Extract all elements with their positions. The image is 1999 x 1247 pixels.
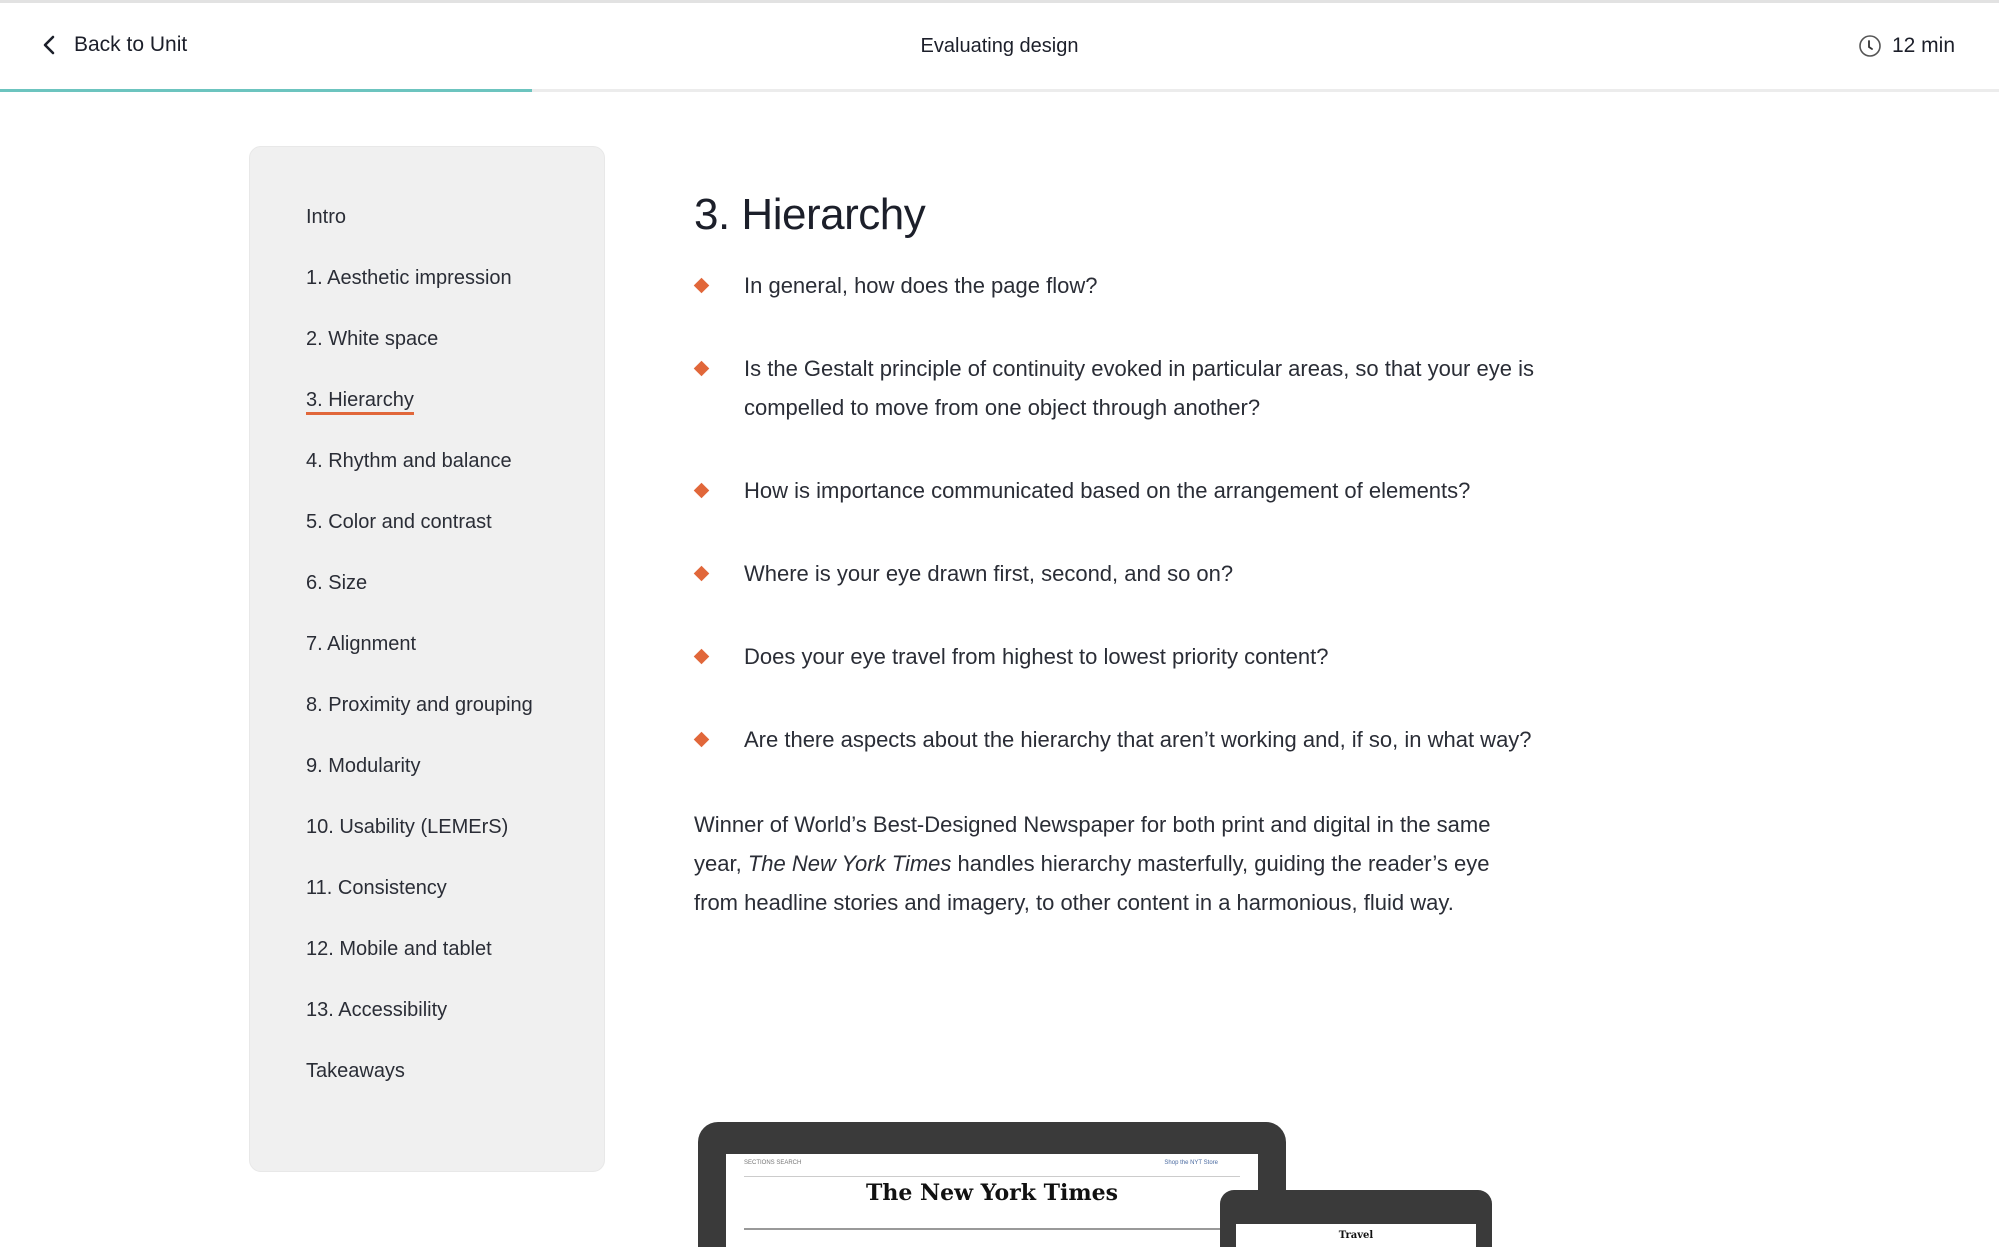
duration-text: 12 min	[1891, 34, 1955, 57]
nyt-device-mockup-image	[698, 1122, 1498, 1247]
question-text: In general, how does the page flow?	[744, 273, 1098, 298]
question-text: Are there aspects about the hierarchy that aren’t working and, if so, in what way?	[744, 727, 1532, 752]
clock-icon	[1858, 34, 1882, 58]
toc-item[interactable]	[306, 447, 546, 475]
toc-item-label: Takeaways	[306, 1060, 405, 1082]
question-text: Where is your eye drawn first, second, and so on?	[744, 561, 1234, 586]
table-of-contents	[249, 146, 605, 1172]
question-item	[694, 471, 1534, 510]
top-bar	[0, 0, 1999, 92]
toc-item[interactable]	[306, 996, 546, 1024]
duration-badge	[1858, 34, 1955, 58]
toc-item[interactable]	[306, 630, 546, 658]
diamond-bullet-icon	[694, 566, 710, 582]
toc-item[interactable]	[306, 691, 546, 719]
toc-item-label: 12. Mobile and tablet	[306, 938, 492, 960]
toc-item[interactable]	[306, 813, 546, 841]
progress-bar	[0, 89, 532, 92]
diamond-bullet-icon	[694, 483, 710, 499]
back-label: Back to Unit	[74, 33, 188, 56]
laptop-screen	[726, 1154, 1258, 1247]
section-heading: 3. Hierarchy	[694, 190, 926, 239]
diamond-bullet-icon	[694, 361, 710, 377]
toc-item-label: 10. Usability (LEMErS)	[306, 816, 509, 838]
toc-item-label: 1. Aesthetic impression	[306, 267, 512, 289]
tablet-section-title: Travel	[1338, 1230, 1374, 1241]
question-item	[694, 637, 1534, 676]
toc-item-label: 5. Color and contrast	[306, 511, 492, 533]
paragraph-text: Winner of World’s Best-Designed Newspaper for both print and digital in the same year,	[694, 812, 1491, 876]
toc-item-label: 8. Proximity and grouping	[306, 694, 533, 716]
toc-item-label: Intro	[306, 206, 347, 228]
tablet-frame	[1220, 1190, 1492, 1247]
question-text: How is importance communicated based on the arrangement of elements?	[744, 478, 1471, 503]
toc-item[interactable]	[306, 752, 546, 780]
question-text: Is the Gestalt principle of continuity evoked in particular areas, so that your eye is compelled to move from one object through another?	[744, 356, 1534, 420]
question-list	[694, 266, 1534, 759]
nyt-nav-right: Shop the NYT Store	[1164, 1160, 1218, 1166]
diamond-bullet-icon	[694, 278, 710, 294]
toc-item[interactable]	[306, 325, 546, 353]
divider	[744, 1176, 1240, 1177]
question-item	[694, 349, 1534, 427]
toc-item[interactable]	[306, 203, 546, 231]
toc-item-label: 13. Accessibility	[306, 999, 448, 1021]
laptop-frame	[698, 1122, 1286, 1247]
toc-item-label: 11. Consistency	[306, 877, 447, 899]
question-item	[694, 720, 1534, 759]
toc-item-label: 6. Size	[306, 572, 368, 594]
toc-item-label: 7. Alignment	[306, 633, 417, 655]
divider	[744, 1228, 1240, 1230]
toc-item-label: 4. Rhythm and balance	[306, 450, 512, 472]
toc-item[interactable]	[306, 569, 546, 597]
lesson-content	[694, 190, 1534, 922]
question-item	[694, 266, 1534, 305]
toc-item[interactable]	[306, 508, 546, 536]
toc-item[interactable]	[306, 935, 546, 963]
body-paragraph	[694, 805, 1534, 922]
toc-item[interactable]	[306, 264, 546, 292]
diamond-bullet-icon	[694, 649, 710, 665]
toc-item[interactable]	[306, 386, 546, 414]
page-title: Evaluating design	[920, 35, 1079, 57]
nyt-logo: The New York Times	[865, 1180, 1119, 1206]
question-text: Does your eye travel from highest to lowest priority content?	[744, 644, 1329, 669]
paragraph-text-end: handles hierarchy masterfully, guiding the reader’s eye from headline stories and imagery, to other content in a harmonious, fluid way.	[694, 851, 1490, 915]
toc-item[interactable]	[306, 1057, 546, 1085]
diamond-bullet-icon	[694, 732, 710, 748]
toc-item[interactable]	[306, 874, 546, 902]
toc-item-label: 9. Modularity	[306, 755, 421, 777]
question-item	[694, 554, 1534, 593]
nyt-nav-left: SECTIONS SEARCH	[744, 1160, 802, 1166]
paragraph-italic: The New York Times	[747, 851, 952, 876]
toc-item-label: 3. Hierarchy	[306, 389, 414, 415]
toc-item-label: 2. White space	[306, 328, 439, 350]
tablet-screen	[1236, 1224, 1476, 1247]
